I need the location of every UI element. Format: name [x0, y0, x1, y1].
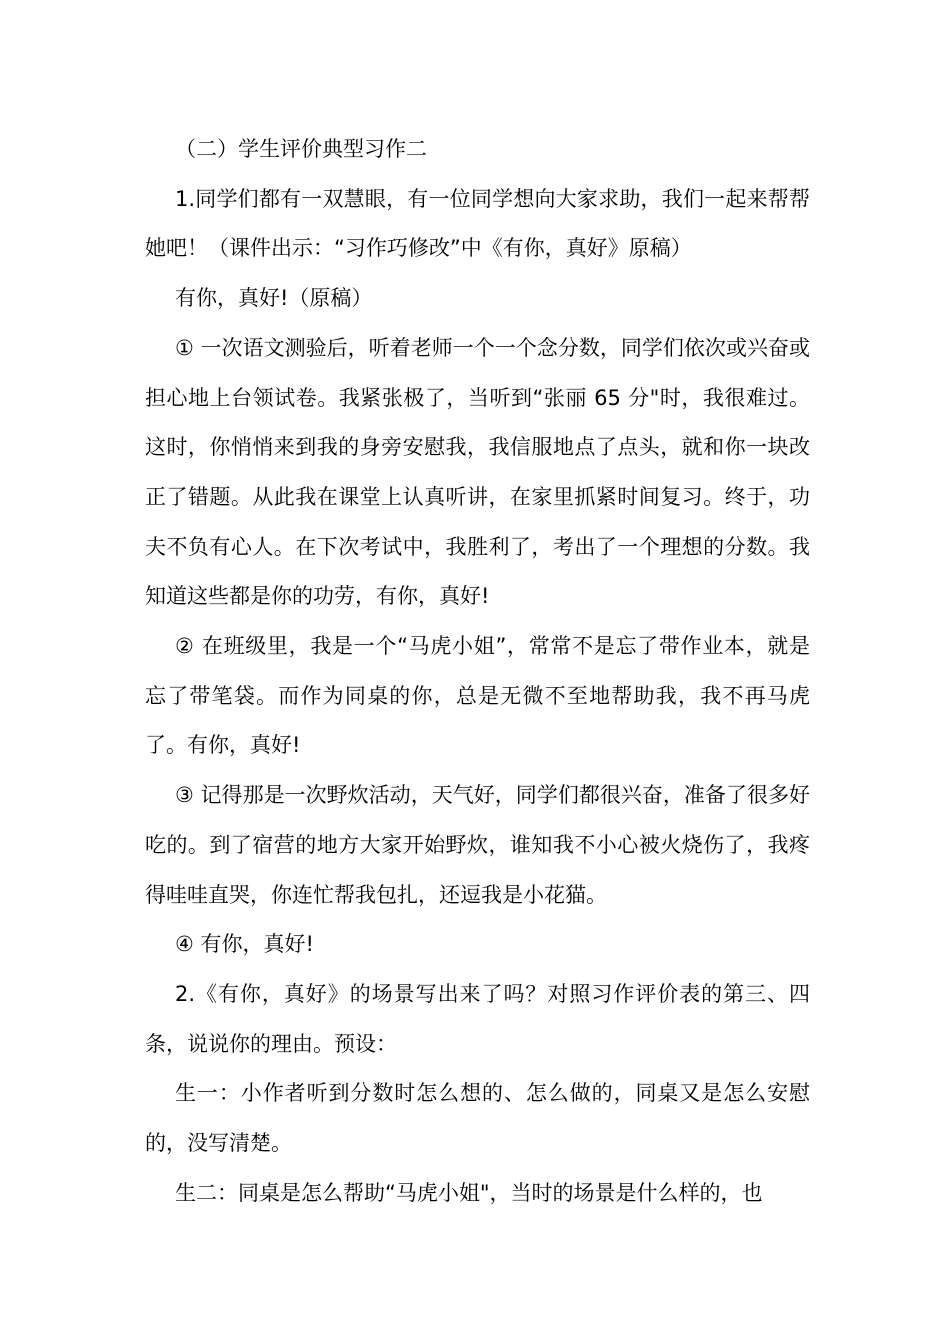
section-heading: （二）学生评价典型习作二 — [175, 137, 427, 161]
essay-title: 有你，真好!（原稿） — [175, 286, 373, 311]
student-answer-1: 生一：小作者听到分数时怎么想的、怎么做的，同桌又是怎么安慰的，没写清楚。 — [145, 1081, 810, 1156]
paragraph-task-1: 1.同学们都有一双慧眼，有一位同学想向大家求助，我们一起来帮帮她吧！（课件出示：“习作巧修改”中《有你，真好》原稿） — [145, 186, 810, 261]
essay-paragraph-4: ④ 有你，真好! — [175, 932, 314, 957]
document-body — [145, 125, 810, 1218]
student-answer-2: 生二：同桌是怎么帮助“马虎小姐"，当时的场景是什么样的，也 — [175, 1180, 763, 1205]
essay-paragraph-1: ① 一次语文测验后，听着老师一个一个念分数，同学们依次或兴奋或担心地上台领试卷。我紧张极了，当听到“张丽 65 分"时，我很难过。这时，你悄悄来到我的身旁安慰我，我信服地点了点头，就和你一块改正了错题。从此我在课堂上认真听讲，在家里抓紧时间复习。终于，功夫不负有心人。在下次考试中，我胜利了，考出了一个理想的分数。我知道这些都是你的功劳，有你，真好! — [145, 335, 810, 609]
essay-paragraph-2: ② 在班级里，我是一个“马虎小姐”，常常不是忘了带作业本，就是忘了带笔袋。而作为同桌的你，总是无微不至地帮助我，我不再马虎了。有你，真好! — [145, 634, 810, 758]
essay-paragraph-3: ③ 记得那是一次野炊活动，天气好，同学们都很兴奋，准备了很多好吃的。到了宿营的地方大家开始野炊，谁知我不小心被火烧伤了，我疼得哇哇直哭，你连忙帮我包扎，还逗我是小花猫。 — [145, 783, 810, 907]
paragraph-task-2: 2.《有你，真好》的场景写出来了吗？对照习作评价表的第三、四条，说说你的理由。预设： — [145, 981, 810, 1056]
